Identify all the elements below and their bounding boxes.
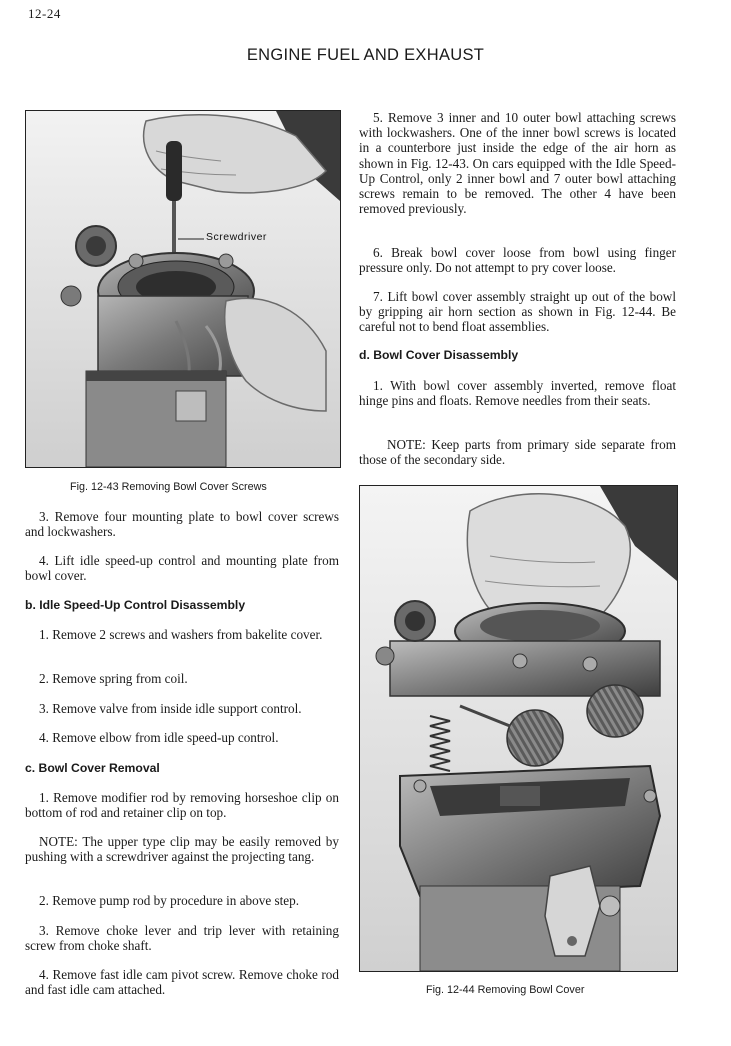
paragraph-d-note: NOTE: Keep parts from primary side separate from those of the secondary side. bbox=[359, 437, 676, 468]
callout-screwdriver: Screwdriver bbox=[206, 231, 267, 243]
paragraph-step-5: 5. Remove 3 inner and 10 outer bowl attaching screws with lockwashers. One of the inner bowl screws is located in a counterbore just inside the edge of the air horn as shown in Fig. 12-43. On cars equipped with the Idle Speed-Up Control, only 2 inner bowl and 7 outer bowl attaching screws remain to be removed. The other 4 have been removed previously. bbox=[359, 110, 676, 217]
paragraph-d-step-1: 1. With bowl cover assembly inverted, remove float hinge pins and floats. Remove needles from their seats. bbox=[359, 378, 676, 409]
paragraph-step-6: 6. Break bowl cover loose from bowl using finger pressure only. Do not attempt to pry cover loose. bbox=[359, 245, 676, 276]
bowl-cover-removal-photo bbox=[360, 486, 677, 971]
heading-b: b. Idle Speed-Up Control Disassembly bbox=[25, 598, 246, 612]
paragraph-step-7: 7. Lift bowl cover assembly straight up out of the bowl by gripping air horn section as shown in Fig. 12-44. Be careful not to bend float assemblies. bbox=[359, 289, 676, 335]
figure-12-43 bbox=[25, 110, 341, 468]
paragraph-c-step-3: 3. Remove choke lever and trip lever with retaining screw from choke shaft. bbox=[25, 923, 339, 954]
paragraph-b-step-1: 1. Remove 2 screws and washers from bakelite cover. bbox=[39, 627, 323, 642]
caption-fig-12-43: Fig. 12-43 Removing Bowl Cover Screws bbox=[70, 481, 267, 493]
heading-c: c. Bowl Cover Removal bbox=[25, 761, 160, 775]
paragraph-b-step-3: 3. Remove valve from inside idle support control. bbox=[39, 701, 302, 716]
figure-12-44 bbox=[359, 485, 678, 972]
page-header-title: ENGINE FUEL AND EXHAUST bbox=[246, 46, 485, 64]
paragraph-c-note: NOTE: The upper type clip may be easily removed by pushing with a screwdriver against the projecting tang. bbox=[25, 834, 339, 865]
caption-fig-12-44: Fig. 12-44 Removing Bowl Cover bbox=[426, 984, 585, 996]
paragraph-c-step-2: 2. Remove pump rod by procedure in above step. bbox=[39, 893, 300, 908]
carburetor-screwdriver-photo bbox=[26, 111, 340, 467]
paragraph-c-step-4: 4. Remove fast idle cam pivot screw. Remove choke rod and fast idle cam attached. bbox=[25, 967, 339, 998]
paragraph-b-step-2: 2. Remove spring from coil. bbox=[39, 671, 188, 686]
paragraph-step-3: 3. Remove four mounting plate to bowl cover screws and lockwashers. bbox=[25, 509, 339, 540]
paragraph-c-step-1: 1. Remove modifier rod by removing horseshoe clip on bottom of rod and retainer clip on top. bbox=[25, 790, 339, 821]
paragraph-step-4: 4. Lift idle speed-up control and mounting plate from bowl cover. bbox=[25, 553, 339, 584]
page-number: 12-24 bbox=[28, 6, 61, 21]
paragraph-b-step-4: 4. Remove elbow from idle speed-up control. bbox=[39, 730, 279, 745]
heading-d: d. Bowl Cover Disassembly bbox=[359, 348, 519, 362]
